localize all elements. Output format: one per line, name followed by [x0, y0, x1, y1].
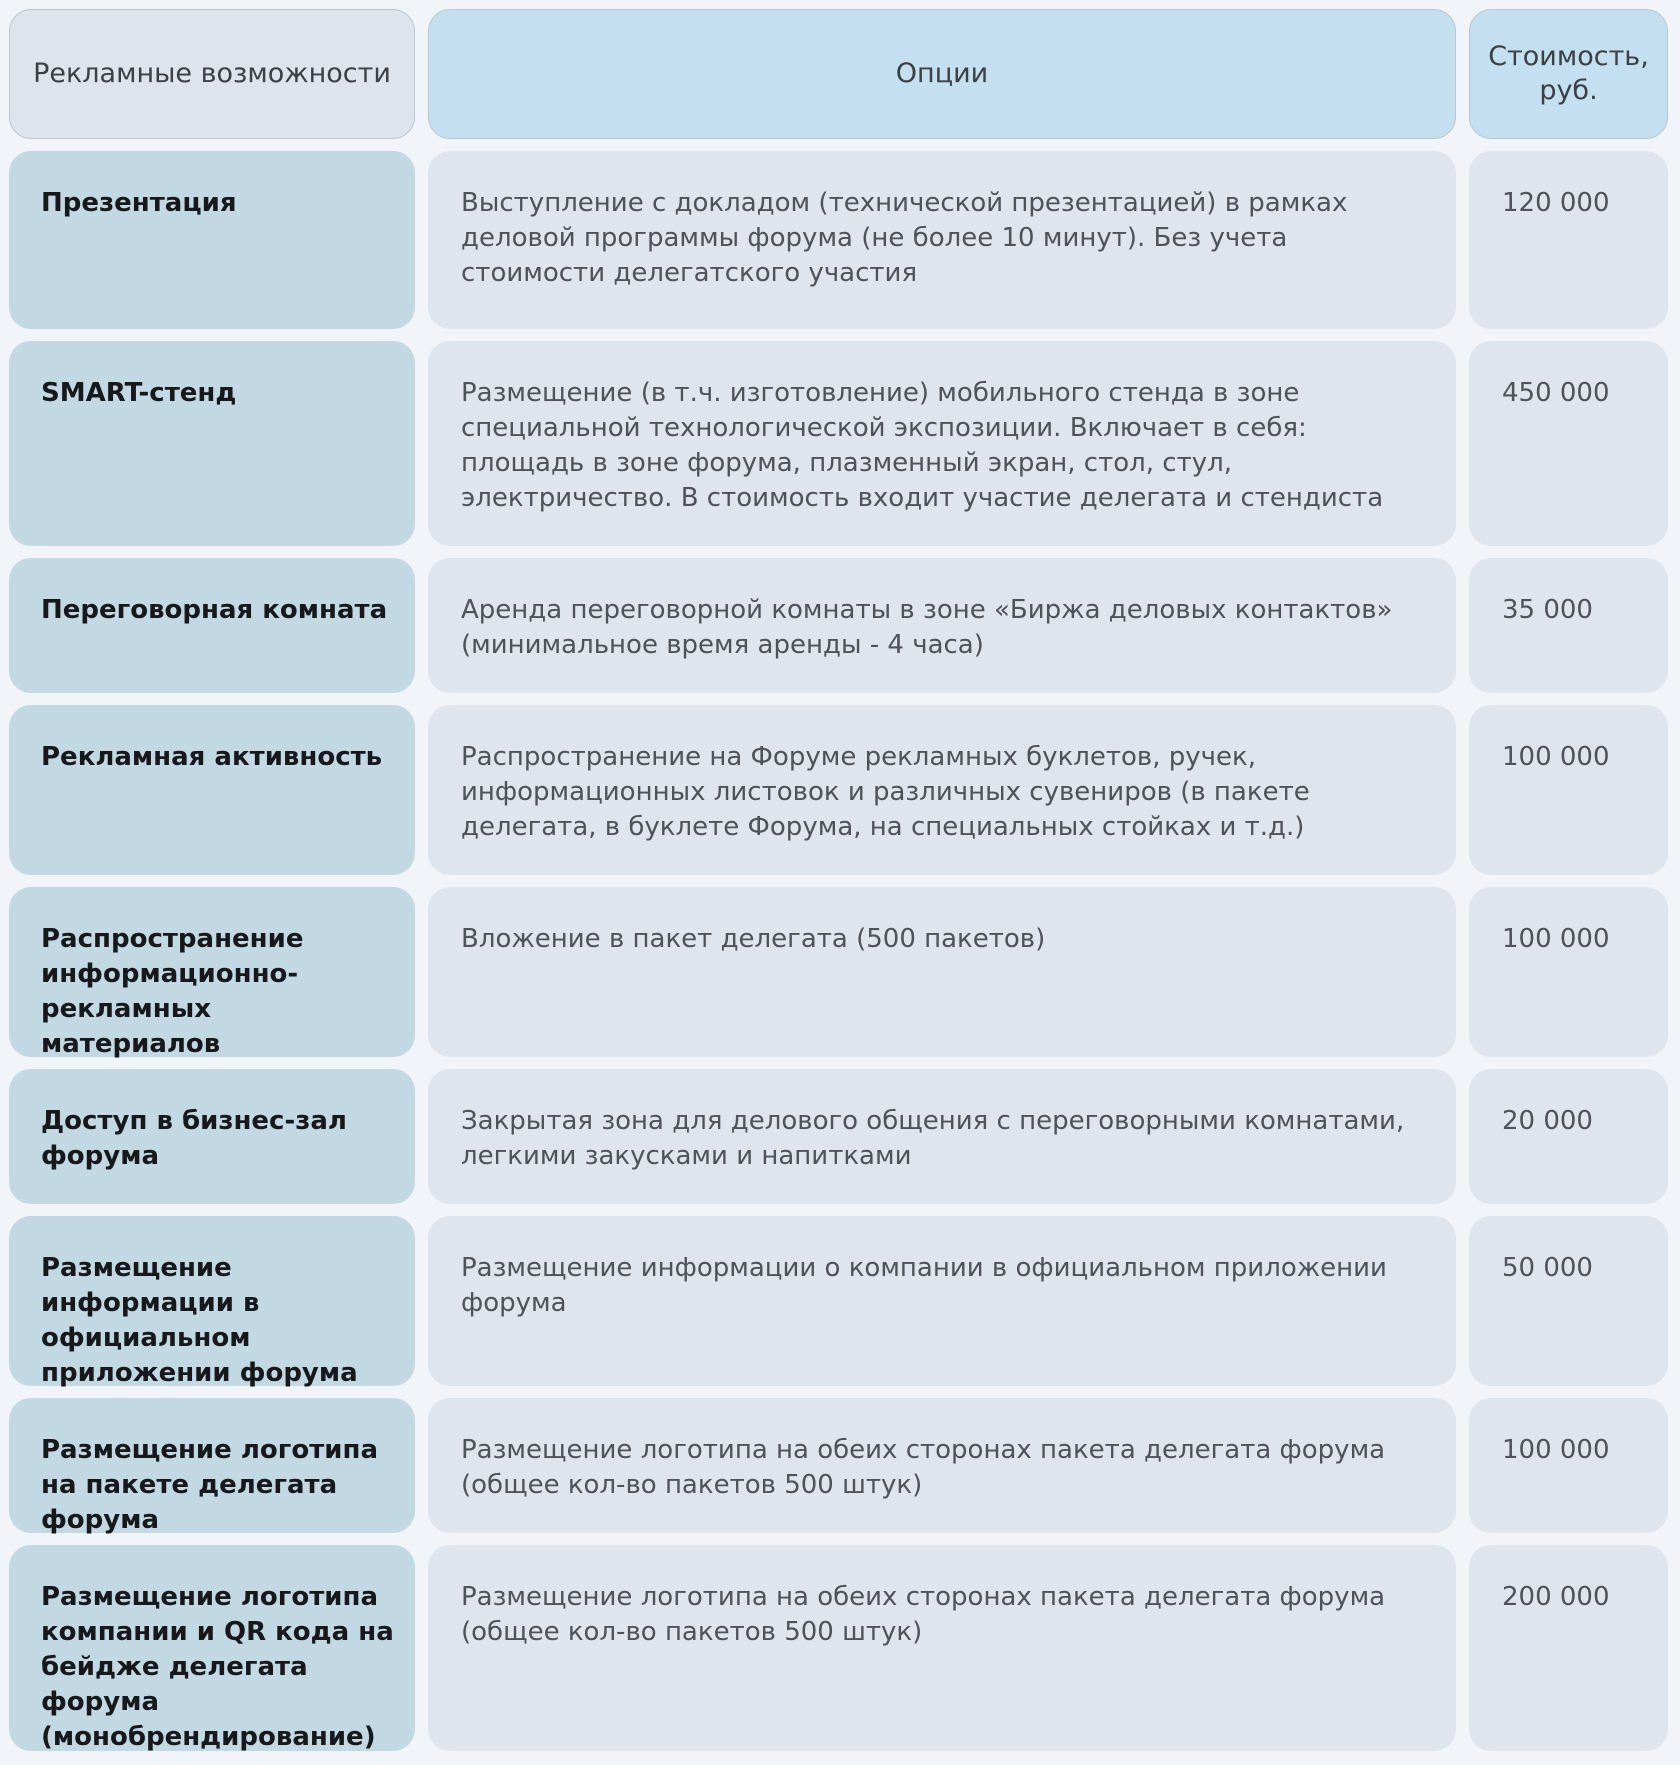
row-description-materials-distribution: Вложение в пакет делегата (500 пакетов)	[428, 887, 1456, 1057]
header-advertising-options-label: Рекламные возможности	[33, 58, 391, 89]
header-advertising-options	[9, 9, 415, 139]
header-options	[428, 9, 1456, 139]
pricing-table	[9, 9, 1669, 1751]
row-description-business-lounge: Закрытая зона для делового общения с переговорными комнатами, легкими закусками и напитками	[428, 1069, 1456, 1204]
row-name-presentation: Презентация	[9, 151, 415, 329]
row-price-logo-on-badge: 200 000	[1469, 1545, 1668, 1751]
header-price-label	[1488, 40, 1649, 108]
row-description-meeting-room: Аренда переговорной комнаты в зоне «Биржа деловых контактов» (минимальное время аренды - 4 часа)	[428, 558, 1456, 693]
row-description-presentation: Выступление с докладом (технической презентацией) в рамках деловой программы форума (не более 10 минут). Без учета стоимости делегатского участия	[428, 151, 1456, 329]
row-name-logo-on-bag: Размещение логотипа на пакете делегата форума	[9, 1398, 415, 1533]
row-price-materials-distribution: 100 000	[1469, 887, 1668, 1057]
row-description-logo-on-badge: Размещение логотипа на обеих сторонах пакета делегата форума (общее кол-во пакетов 500 штук)	[428, 1545, 1456, 1751]
row-name-logo-on-badge: Размещение логотипа компании и QR кода на бейдже делегата форума (монобрендирование)	[9, 1545, 415, 1751]
header-options-label: Опции	[895, 58, 989, 89]
row-price-smart-stand: 450 000	[1469, 341, 1668, 546]
header-price	[1469, 9, 1668, 139]
row-price-app-listing: 50 000	[1469, 1216, 1668, 1386]
row-price-presentation: 120 000	[1469, 151, 1668, 329]
row-price-business-lounge: 20 000	[1469, 1069, 1668, 1204]
row-price-logo-on-bag: 100 000	[1469, 1398, 1668, 1533]
row-name-advertising-activity: Рекламная активность	[9, 705, 415, 875]
header-price-label-line1: Стоимость,	[1488, 41, 1649, 72]
row-description-app-listing: Размещение информации о компании в официальном приложении форума	[428, 1216, 1456, 1386]
header-price-label-line2: руб.	[1539, 75, 1598, 106]
row-description-smart-stand: Размещение (в т.ч. изготовление) мобильного стенда в зоне специальной технологической экспозиции. Включает в себя: площадь в зоне форума, плазменный экран, стол, стул, электричество. В стоимость входит участие делегата и стендиста	[428, 341, 1456, 546]
row-name-business-lounge: Доступ в бизнес-зал форума	[9, 1069, 415, 1204]
row-name-app-listing: Размещение информации в официальном приложении форума	[9, 1216, 415, 1386]
row-description-advertising-activity: Распространение на Форуме рекламных буклетов, ручек, информационных листовок и различных сувениров (в пакете делегата, в буклете Форума, на специальных стойках и т.д.)	[428, 705, 1456, 875]
row-name-materials-distribution: Распространение информационно-рекламных материалов	[9, 887, 415, 1057]
row-price-advertising-activity: 100 000	[1469, 705, 1668, 875]
row-name-meeting-room: Переговорная комната	[9, 558, 415, 693]
row-name-smart-stand: SMART-стенд	[9, 341, 415, 546]
row-price-meeting-room: 35 000	[1469, 558, 1668, 693]
row-description-logo-on-bag: Размещение логотипа на обеих сторонах пакета делегата форума (общее кол-во пакетов 500 штук)	[428, 1398, 1456, 1533]
